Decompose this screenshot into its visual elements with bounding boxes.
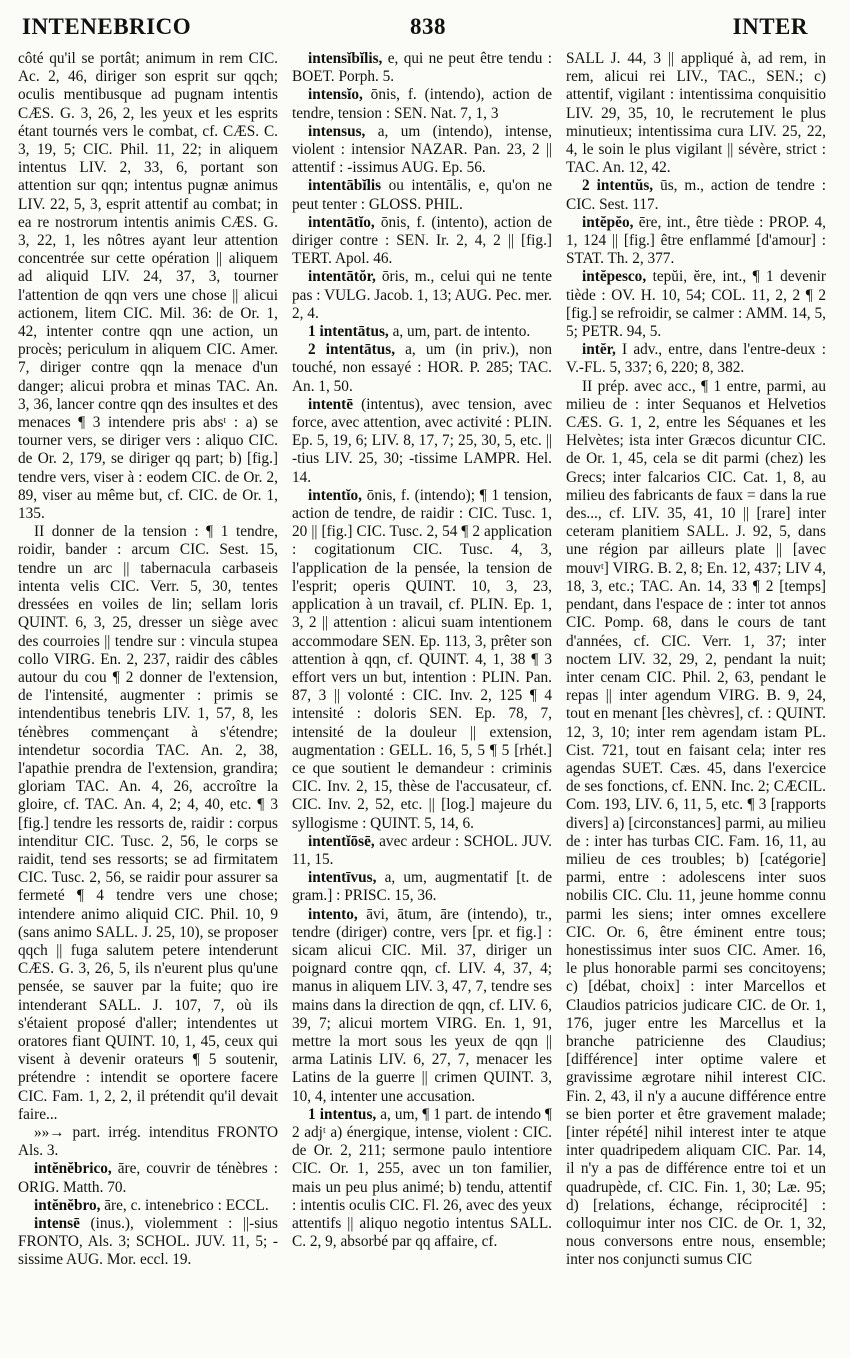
- headword: 2 intentŭs,: [582, 177, 654, 195]
- page-number: 838: [410, 14, 446, 39]
- dictionary-entry: [292, 906, 552, 1106]
- entry-text: [18, 50, 278, 523]
- dictionary-entry: [292, 323, 552, 341]
- headword: intensē: [34, 1215, 80, 1232]
- dictionary-entry: [292, 123, 552, 178]
- dictionary-entry: [292, 86, 552, 122]
- definition-text: avec ardeur : SCHOL. JUV. 11, 15.: [292, 832, 552, 868]
- definition-text: I adv., entre, dans l'entre-deux : V.-FL. 5, 337; 6, 220; 8, 382.: [566, 341, 826, 377]
- definition-text: a, um, augmentatif [t. de gram.] : PRISC. 15, 36.: [292, 869, 552, 905]
- text-columns: [18, 50, 826, 1270]
- definition-text: ou intentālis, e, qu'on ne peut tenter : GLOSS. PHIL.: [292, 177, 552, 213]
- dictionary-entry: [566, 268, 826, 341]
- entry-text: [566, 378, 826, 1270]
- headword: intentābĭlis: [308, 177, 382, 195]
- headword: intĕnĕbrico,: [34, 1160, 112, 1178]
- dictionary-entry: [292, 396, 552, 487]
- headword: 1 intentātus,: [308, 323, 389, 341]
- definition-text: »»→ part. irrég. intenditus FRONTO Als. 3.: [18, 1123, 278, 1160]
- definition-text: II donner de la tension : ¶ 1 tendre, roidir, bander : arcum CIC. Sest. 15, tendre un arc || tabernacula carbaseis intenta velis CIC. Verr. 5, 30, tentes dressées en voiles de lin; sellam loris QUINT. 6, 3, 25, dresser un siège avec des courroies || tendre sur : vincula stupea collo VIRG. En. 2, 237, raidir des câbles autour du cou ¶ 2 donner de l'extension, de l'intensité, augmenter : primis se intendentibus tenebris LIV. 1, 57, 8, les ténèbres commençant à s'étendre; intendetur socordia TAC. An. 2, 38, l'apathie prendra de l'extension, grandira; gloriam TAC. An. 4, 26, accroître la gloire, cf. TAC. An. 4, 2; 4, 40, etc. ¶ 3 [fig.] tendre les ressorts de, raidir : corpus intenditur CIC. Tusc. 2, 56, le corps se raidit, tend ses ressorts; se ad firmitatem CIC. Tusc. 2, 56, se raidir pour assurer sa fermeté ¶ 4 tendre vers une chose; intendere animo aliquid CIC. Phil. 10, 9 (sans animo SALL. J. 25, 10), se proposer qqch || fuga salutem petere intenderunt CÆS. G. 3, 26, 5, ils n'eurent plus qu'une pensée, se sauver par la fuite; quo ire intenderant SALL. J. 107, 7, où ils s'étaient proposé d'aller; intendentes ut oratores fiant QUINT. 10, 1, 45, ceux qui visent à devenir orateurs ¶ 5 soutenir, prétendre : intendit se oportere facere CIC. Fam. 1, 2, 2, il prétendit qu'il devait faire...: [18, 523, 278, 1123]
- definition-text: ōnis, f. (intento), action de diriger contre : SEN. Ir. 2, 4, 2 || [fig.] TERT. Apol. 46.: [292, 213, 552, 268]
- dictionary-entry: [292, 341, 552, 396]
- running-head-right: INTER: [732, 14, 808, 39]
- headword: intentĭo,: [308, 486, 362, 504]
- dictionary-entry: [292, 1106, 552, 1252]
- headword: intento,: [308, 905, 358, 923]
- headword: intĕr,: [582, 341, 616, 359]
- definition-text: ōnis, f. (intendo); ¶ 1 tension, action de tendre, de raidir : CIC. Tusc. 1, 20 || [fig.] CIC. Tusc. 2, 54 ¶ 2 application : cogitationum CIC. Tusc. 4, 3, l'application de la pensée, la tension de l'esprit; operis QUINT. 10, 3, 23, application à un travail, cf. PLIN. Ep. 1, 3, 2 || attention : alicui suam intentionem accommodare SEN. Ep. 113, 3, prêter son attention à qqn, cf. QUINT. 4, 1, 38 ¶ 3 effort vers un but, intention : PLIN. Pan. 87, 3 || volonté : CIC. Inv. 2, 125 ¶ 4 intensité : doloris SEN. Ep. 78, 7, intensité de la douleur || extension, augmentation : GELL. 16, 5, 5 ¶ 5 [rhét.] ce que soutient le demandeur : criminis CIC. Inv. 2, 15, thèse de l'accusateur, cf. CIC. Inv. 2, 52, etc. || [log.] majeure du syllogisme : QUINT. 5, 14, 6.: [292, 486, 552, 832]
- running-head-left: INTENEBRICO: [22, 14, 192, 39]
- column-left: [18, 50, 278, 1270]
- headword: intĕpĕo,: [582, 213, 634, 231]
- definition-text: a, um (intendo), intense, violent : intensior NAZAR. Pan. 23, 2 || attentif : -issimus AUG. Ep. 56.: [292, 122, 552, 177]
- definition-text: (inus.), violemment : ||-sius FRONTO, Als. 3; SCHOL. JUV. 11, 5; -sissime AUG. Mor. eccl. 19.: [18, 1215, 278, 1269]
- entry-text: [566, 50, 826, 177]
- headword: intentātŏr,: [308, 268, 376, 286]
- headword: intentīvus,: [308, 869, 377, 887]
- definition-text: SALL J. 44, 3 || appliqué à, ad rem, in rem, alicui rei LIV., TAC., SEN.; c) attentif, vigilant : intentissima conquisitio LIV. 29, 35, 10, le recrutement le plus minutieux; intentissima cura LIV. 25, 22, 4, le soin le plus vigilant || sévère, strict : TAC. An. 12, 42.: [566, 50, 826, 177]
- dictionary-entry: [292, 833, 552, 869]
- definition-text: āvi, ātum, āre (intendo), tr., tendre (diriger) contre, vers [pr. et fig.] : sicam alicui CIC. Mil. 37, diriger un poignard contre qqn, cf. LIV. 4, 37, 4; manus in aliquem LIV. 3, 47, 7, tendre ses mains dans la direction de qqn, cf. LIV. 6, 39, 7; alicui mortem VIRG. En. 1, 91, mettre la mort sous les yeux de qqn || arma Latinis LIV. 6, 27, 7, menacer les Latins de la guerre || crimen QUINT. 3, 10, 4, intenter une accusation.: [292, 905, 552, 1105]
- headword: intĕpesco,: [582, 268, 647, 286]
- definition-text: côté qu'il se portât; animum in rem CIC. Ac. 2, 46, diriger son esprit sur qqch; oculis mentibusque ad pugnam intentis CÆS. G. 3, 26, 2, les yeux et les esprits étant tournés vers le combat, cf. CÆS. C. 3, 19, 5; CIC. Phil. 11, 22; in aliquem intentus LIV. 2, 33, 6, portant son attention sur qqn; intentus pugnæ animus LIV. 22, 5, 3, esprit attentif au combat; in ea re nostrorum intentis animis CÆS. G. 3, 22, 1, les nôtres ayant leur attention concentrée sur cette opération || aliquem ad aliquid LIV. 24, 37, 3, tourner l'attention de qqn vers une chose || alicui actionem, litem CIC. Mil. 36: de Or. 1, 42, intenter contre qqn une action, un procès; periculum in aliquem CIC. Amer. 7, diriger contre qqn la menace d'un danger; alicui probra et minas TAC. An. 3, 36, lancer contre qqn des insultes et des menaces ¶ 3 intendere pris absᵗ : a) se tourner vers, se diriger vers : aliquo CIC. de Or. 2, 179, se diriger qq part; b) [fig.] tendre vers, viser à : eodem CIC. de Or. 2, 89, viser au même but, cf. CIC. de Or. 1, 135.: [18, 50, 278, 523]
- dictionary-entry: [292, 214, 552, 269]
- headword: 2 intentātus,: [308, 341, 396, 359]
- dictionary-entry: [18, 1160, 278, 1196]
- column-middle: [292, 50, 552, 1270]
- dictionary-entry: [566, 341, 826, 377]
- headword: intensus,: [308, 122, 366, 140]
- page-header: [18, 14, 826, 50]
- definition-text: (intentus), avec tension, avec force, avec attention, avec activité : PLIN. Ep. 5, 19, 6; LIV. 8, 17, 7; 25, 30, 5, etc. || -tius LIV. 25, 30; -tissime LAMPR. Hel. 14.: [292, 395, 552, 486]
- dictionary-entry: [566, 214, 826, 269]
- headword: intentātĭo,: [308, 213, 375, 231]
- dictionary-entry: [292, 177, 552, 213]
- headword: intentē: [308, 395, 354, 413]
- definition-text: ōnis, f. (intendo), action de tendre, tension : SEN. Nat. 7, 1, 3: [292, 86, 552, 122]
- headword: intĕnĕbro,: [34, 1196, 101, 1214]
- dictionary-entry: [18, 1197, 278, 1215]
- column-right: [566, 50, 826, 1270]
- entry-text: [18, 1124, 278, 1160]
- definition-text: e, qui ne peut être tendu : BOET. Porph. 5.: [292, 50, 552, 86]
- definition-text: II prép. avec acc., ¶ 1 entre, parmi, au milieu de : inter Sequanos et Helvetios CÆS. G. 1, 2, entre les Séquanes et les Helvètes; ista inter Græcos dicuntur CIC. de Or. 1, 45, cela se dit parmi (chez) les Grecs; inter falcarios CIC. Cat. 1, 8, au milieu des fabricants de faux = dans la rue des..., cf. LIV. 35, 41, 10 || [rare] inter ceteram planitiem SALL. J. 92, 5, dans une région par ailleurs plate || [avec mouvᵗ] VIRG. B. 2, 8; En. 12, 437; LIV 4, 18, 3, etc.; TAC. An. 14, 33 ¶ 2 [temps] pendant, dans l'espace de : inter tot annos CIC. Pomp. 68, dans le cours de tant d'années, cf. CIC. Verr. 1, 37; inter noctem LIV. 32, 29, 2, pendant la nuit; inter cenam CIC. Phil. 2, 63, pendant le repas || inter agendum VIRG. B. 9, 24, tout en menant [les chèvres], cf. : QUINT. 12, 3, 10; inter rem agendam istam PL. Cist. 721, tout en faisant cela; inter res agendas SUET. Cæs. 45, dans l'exercice de ses fonctions, cf. ENN. Inc. 2; CÆCIL. Com. 193, LIV. 6, 11, 5, etc. ¶ 3 [rapports divers] a) [circonstances] parmi, au milieu de : inter has turbas CIC. Fam. 16, 11, au milieu de ces troubles; b) [catégorie] parmi, entre : adolescens inter suos nobilis CIC. Clu. 11, jeune homme connu parmi les siens; inter omnes excellere CIC. Or. 6, être éminent entre tous; honestissimus inter suos CIC. Amer. 16, le plus honorable parmi ses concitoyens; c) [débat, choix] : inter Marcellos et Claudios patricios judicare CIC. de Or. 1, 176, juger entre les Marcellus et la branche patricienne des Claudius; [différence] inter optime valere et gravissime ægrotare nihil interest CIC. Fin. 2, 43, il n'y a aucune différence entre se bien porter et être gravement malade; [inter répété] nihil interest inter te atque inter quadripedem aliquam CIC. Par. 14, il n'y a pas de différence entre toi et un quadrupède, cf. CIC. Fin. 1, 30; Læ. 95; d) [relations, échange, réciprocité] : colloquimur inter nos CIC. de Or. 1, 32, nous conversons entre nous, ensemble; inter nos conjuncti sumus CIC: [566, 377, 826, 1269]
- dictionary-entry: [292, 268, 552, 323]
- dictionary-entry: [292, 869, 552, 905]
- dictionary-entry: [18, 1215, 278, 1270]
- headword: intentĭōsē,: [308, 832, 375, 850]
- definition-text: a, um, part. de intento.: [388, 323, 531, 341]
- dictionary-entry: [292, 487, 552, 833]
- definition-text: a, um (in priv.), non touché, non essayé : HOR. P. 285; TAC. An. 1, 50.: [292, 341, 552, 395]
- headword: 1 intentus,: [308, 1105, 377, 1123]
- definition-text: tepŭi, ĕre, int., ¶ 1 devenir tiède : OV. H. 10, 54; COL. 11, 2, 2 ¶ 2 [fig.] se refroidir, se calmer : AMM. 14, 5, 5; PETR. 94, 5.: [566, 268, 826, 341]
- definition-text: ūs, m., action de tendre : CIC. Sest. 117.: [566, 177, 826, 213]
- dictionary-entry: [292, 50, 552, 86]
- headword: intensĭo,: [308, 86, 363, 104]
- definition-text: āre, c. intenebrico : ECCL.: [100, 1196, 269, 1214]
- definition-text: a, um, ¶ 1 part. de intendo ¶ 2 adjᵗ a) énergique, intense, violent : CIC. de Or. 2, 211; sermone paulo intentiore CIC. Or. 1, 255, avec un ton familier, mais un peu plus animé; b) tendu, attentif : intentis oculis CIC. Fl. 26, avec des yeux attentifs || aliquo negotio intentus SALL. C. 2, 9, absorbé par qq affaire, cf.: [292, 1105, 552, 1251]
- headword: intensĭbĭlis,: [308, 50, 383, 67]
- definition-text: āre, couvrir de ténèbres : ORIG. Matth. 70.: [18, 1160, 278, 1196]
- entry-text: [18, 523, 278, 1124]
- definition-text: ēre, int., être tiède : PROP. 4, 1, 124 || [fig.] être enflammé [d'amour] : STAT. Th. 2, 377.: [566, 213, 826, 268]
- definition-text: ōris, m., celui qui ne tente pas : VULG. Jacob. 1, 13; AUG. Pec. mer. 2, 4.: [292, 268, 552, 322]
- dictionary-entry: [566, 177, 826, 213]
